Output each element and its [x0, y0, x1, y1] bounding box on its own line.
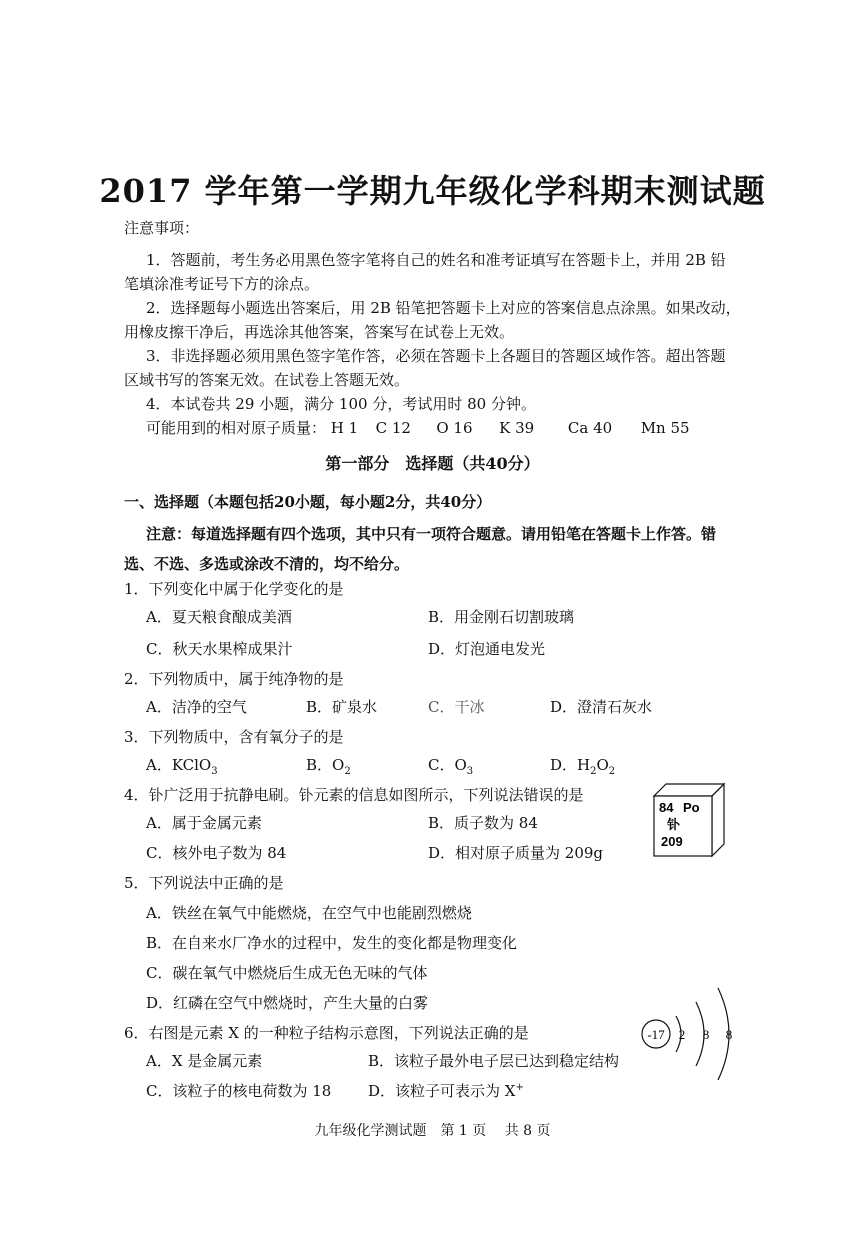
q4-option-a: A．属于金属元素 [146, 814, 262, 832]
q5-option-c: C．碳在氧气中燃烧后生成无色无味的气体 [146, 964, 428, 982]
q4-option-b: B．质子数为 84 [428, 814, 538, 832]
element-info-box [650, 780, 728, 858]
shell-1-electrons: 2 [678, 1027, 686, 1042]
element-name: 钋 [667, 818, 681, 833]
q1-option-b: B．用金刚石切割玻璃 [428, 608, 575, 626]
q5-option-d: D．红磷在空气中燃烧时，产生大量的白雾 [146, 994, 429, 1012]
notice-line-6: 区域书写的答案无效。在试卷上答题无效。 [124, 371, 410, 389]
q1-option-a: A．夏天粮食酿成美酒 [146, 608, 292, 626]
q3-option-d: D．$H_2O_2$ [550, 756, 616, 777]
notice-line-7: 4．本试卷共 29 小题，满分 100 分，考试用时 80 分钟。 [146, 395, 536, 413]
notice-line-1: 1．答题前，考生务必用黑色签字笔将自己的姓名和准考证填写在答题卡上，并用 2B 铅 [146, 251, 726, 269]
shell-3-electrons: 8 [725, 1027, 733, 1042]
q4-stem: 4．钋广泛用于抗静电刷。钋元素的信息如图所示，下列说法错误的是 [124, 786, 584, 804]
notice-line-2: 笔填涂准考证号下方的涂点。 [124, 275, 320, 293]
q1-stem: 1．下列变化中属于化学变化的是 [124, 580, 344, 598]
q1-option-c: C．秋天水果榨成果汁 [146, 640, 293, 658]
notice-line-3: 2．选择题每小题选出答案后，用 2B 铅笔把答题卡上对应的答案信息点涂黑。如果改动， [146, 299, 741, 317]
q1-option-d: D．灯泡通电发光 [428, 640, 546, 658]
q3-option-b: B．$O_2$ [306, 756, 351, 777]
mass-h: H 1 [330, 419, 359, 437]
q6-option-d: D．该粒子可表示为 X+ [368, 1082, 524, 1100]
mass-ca: Ca 40 [567, 419, 613, 437]
q6-option-a: A．X 是金属元素 [146, 1052, 263, 1070]
q4-option-d: D．相对原子质量为 209g [428, 844, 604, 862]
mass-c: C 12 [375, 419, 411, 437]
shell-2-electrons: 8 [702, 1027, 710, 1042]
notice-heading: 注意事项： [124, 219, 200, 237]
q2-option-d: D．澄清石灰水 [550, 698, 653, 716]
mass-k: K 39 [499, 419, 535, 437]
mass-o: O 16 [436, 419, 473, 437]
element-number: 84 [659, 800, 674, 815]
notice-line-5: 3．非选择题必须用黑色签字笔作答，必须在答题卡上各题目的答题区域作答。超出答题 [146, 347, 726, 365]
section-title: 一、选择题（本题包括20小题，每小题2分，共40分） [124, 493, 492, 511]
q2-option-a: A．洁净的空气 [146, 698, 247, 716]
section-note-1: 注意：每道选择题有四个选项，其中只有一项符合题意。请用铅笔在答题卡上作答。错 [146, 525, 717, 543]
q5-option-b: B．在自来水厂净水的过程中，发生的变化都是物理变化 [146, 934, 518, 952]
notice-line-4: 用橡皮擦干净后，再选涂其他答案，答案写在试卷上无效。 [124, 323, 515, 341]
q3-stem: 3．下列物质中，含有氧分子的是 [124, 728, 344, 746]
q2-option-c: C．干冰 [428, 698, 485, 716]
atomic-masses [146, 418, 690, 438]
page-footer: 九年级化学测试题 第 1 页 共 8 页 [314, 1123, 551, 1139]
part-title: 第一部分 选择题（共40分） [325, 454, 540, 473]
q6-option-c: C．该粒子的核电荷数为 18 [146, 1082, 332, 1100]
page-title: 2017 学年第一学期九年级化学科期末测试题 [99, 172, 766, 210]
q5-option-a: A．铁丝在氧气中能燃烧，在空气中也能剧烈燃烧 [146, 904, 472, 922]
q3-option-c: C．$O_3$ [428, 756, 474, 777]
mass-mn: Mn 55 [640, 419, 690, 437]
section-note-2: 选、不选、多选或涂改不清的，均不给分。 [124, 555, 410, 573]
nucleus-charge: -17 [647, 1027, 665, 1042]
q6-stem: 6．右图是元素 X 的一种粒子结构示意图，下列说法正确的是 [124, 1024, 529, 1042]
ion-structure-diagram [636, 980, 746, 1080]
atomic-masses-label: 可能用到的相对原子质量： [146, 419, 327, 437]
q2-stem: 2．下列物质中，属于纯净物的是 [124, 670, 344, 688]
element-symbol: Po [683, 800, 700, 815]
q2-option-b: B．矿泉水 [306, 698, 378, 716]
q4-option-c: C．核外电子数为 84 [146, 844, 287, 862]
element-mass: 209 [661, 834, 683, 849]
q5-stem: 5．下列说法中正确的是 [124, 874, 284, 892]
q3-option-a: A．KClO$_3$ [146, 756, 218, 777]
q6-option-b: B．该粒子最外电子层已达到稳定结构 [368, 1052, 620, 1070]
